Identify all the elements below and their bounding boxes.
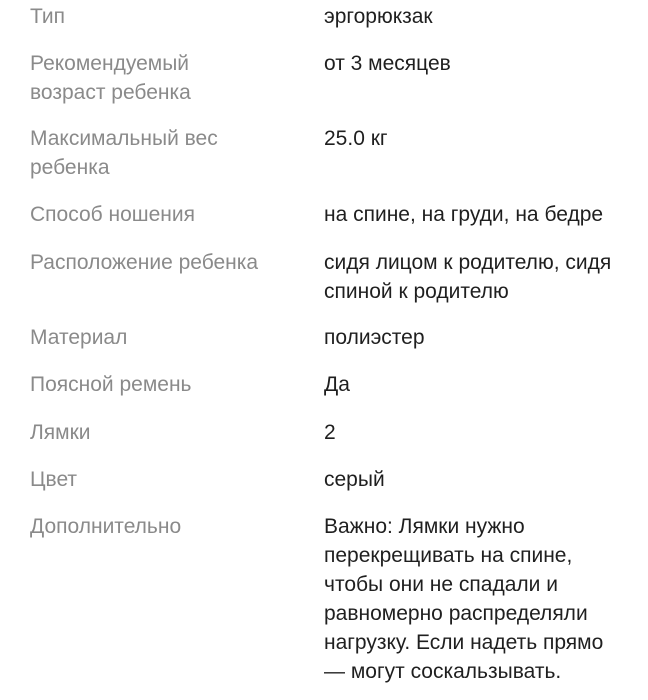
- spec-row-child-position: [30, 248, 640, 306]
- spec-label: Материал: [30, 326, 128, 349]
- spec-row-color: [30, 465, 640, 494]
- spec-value: 2: [324, 421, 336, 444]
- spec-label: Рекомендуемый возраст ребенка: [30, 52, 191, 104]
- spec-value: эргорюкзак: [324, 5, 433, 28]
- spec-label: Поясной ремень: [30, 373, 192, 396]
- spec-label: Максимальный вес ребенка: [30, 127, 218, 179]
- spec-row-max-weight: [30, 124, 640, 182]
- spec-value: на спине, на груди, на бедре: [324, 203, 604, 226]
- spec-value: 25.0 кг: [324, 127, 388, 150]
- spec-label: Тип: [30, 5, 66, 28]
- spec-label: Цвет: [30, 468, 78, 491]
- spec-value: полиэстер: [324, 326, 425, 349]
- spec-label: Лямки: [30, 421, 91, 444]
- spec-label: Расположение ребенка: [30, 251, 259, 274]
- spec-value: от 3 месяцев: [324, 52, 451, 75]
- spec-row-recommended-age: [30, 49, 640, 107]
- spec-row-additional: [30, 512, 640, 686]
- spec-label: Способ ношения: [30, 203, 195, 226]
- spec-value: Важно: Лямки нужно перекрещивать на спине, чтобы они не спадали и равномерно распределяли нагрузку. Если надеть прямо — могут соскальзывать.: [324, 515, 604, 683]
- spec-label: Дополнительно: [30, 515, 182, 538]
- spec-row-carry-method: [30, 200, 640, 229]
- spec-row-waist-belt: [30, 370, 640, 399]
- spec-row-material: [30, 323, 640, 352]
- spec-row-straps: [30, 418, 640, 447]
- spec-row-type: [30, 2, 640, 31]
- spec-value: сидя лицом к родителю, сидя спиной к родителю: [324, 251, 612, 303]
- spec-value: Да: [324, 373, 350, 396]
- spec-value: серый: [324, 468, 385, 491]
